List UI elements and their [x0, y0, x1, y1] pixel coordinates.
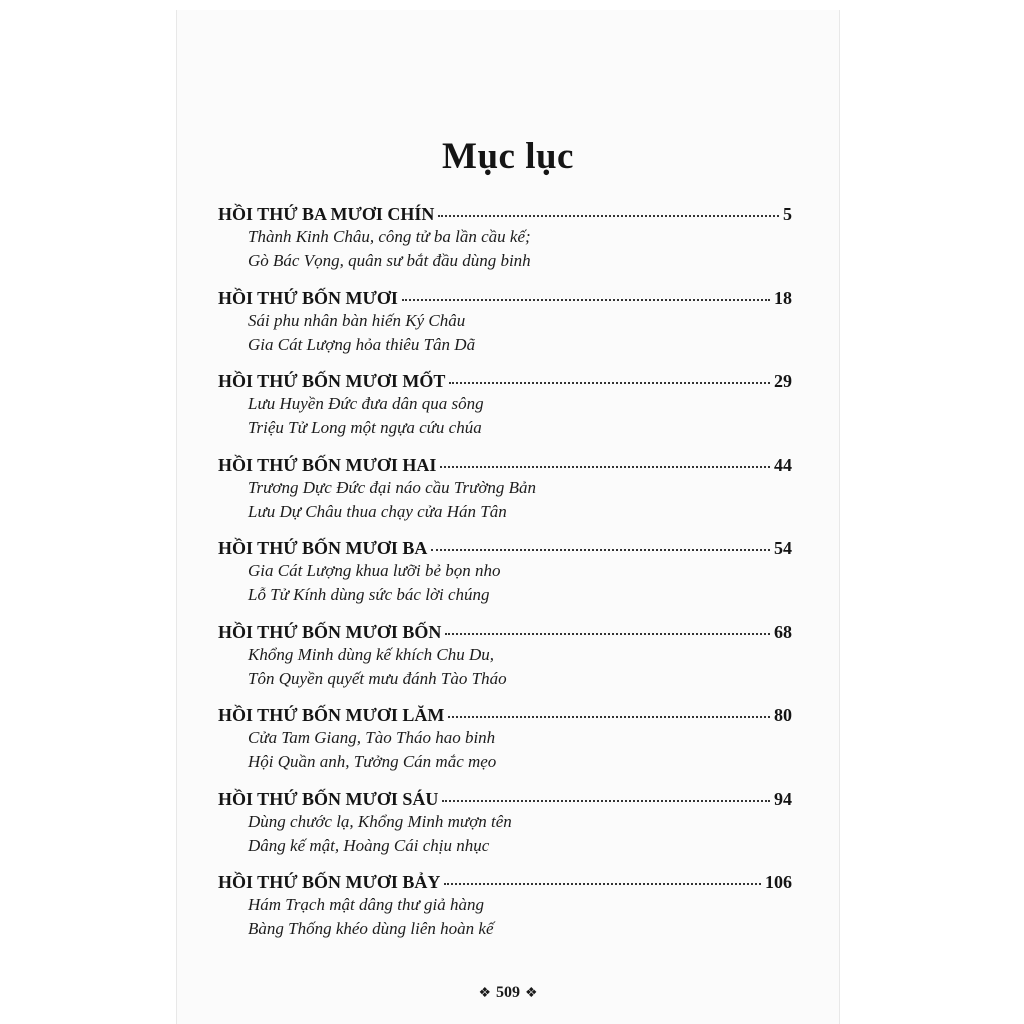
dot-leader	[440, 466, 770, 468]
toc-entry	[218, 287, 792, 371]
ornament-icon: ❖	[478, 986, 491, 1001]
chapter-subtitle: Gò Bác Vọng, quân sư bắt đầu dùng binh	[248, 251, 531, 270]
chapter-subtitle: Lưu Dự Châu thua chạy cửa Hán Tân	[248, 501, 507, 521]
chapter-label: HỒI THỨ BỐN MƯƠI SÁU	[218, 788, 439, 809]
page-footer	[176, 984, 840, 1002]
chapter-label: HỒI THỨ BỐN MƯƠI LĂM	[218, 705, 445, 725]
chapter-subtitle: Hội Quần anh, Tưởng Cán mắc mẹo	[248, 752, 497, 771]
dot-leader	[449, 382, 770, 384]
dot-leader	[448, 716, 770, 718]
ornament-icon: ❖	[525, 986, 538, 1001]
table-of-contents	[218, 203, 792, 955]
chapter-page-number: 68	[774, 621, 792, 642]
toc-entry	[218, 537, 792, 621]
toc-entry	[218, 370, 792, 454]
dot-leader	[402, 299, 770, 301]
chapter-page-number: 106	[765, 872, 792, 892]
chapter-subtitle: Hám Trạch mật dâng thư giả hàng	[248, 895, 484, 914]
chapter-subtitle: Cửa Tam Giang, Tào Tháo hao binh	[248, 728, 496, 747]
dot-leader	[431, 549, 770, 551]
chapter-subtitle: Tôn Quyền quyết mưu đánh Tào Tháo	[248, 668, 507, 688]
chapter-subtitle: Lỗ Tử Kính dùng sức bác lời chúng	[248, 585, 490, 604]
chapter-page-number: 80	[774, 705, 792, 725]
dot-leader	[445, 633, 770, 635]
toc-entry	[218, 871, 792, 955]
chapter-subtitle: Thành Kinh Châu, công tử ba lần cầu kế;	[248, 227, 531, 246]
chapter-label: HỒI THỨ BỐN MƯƠI MỐT	[218, 371, 446, 391]
chapter-page-number: 94	[774, 788, 792, 809]
chapter-subtitle: Sái phu nhân bàn hiến Ký Châu	[248, 310, 466, 330]
chapter-subtitle: Khổng Minh dùng kế khích Chu Du,	[248, 644, 494, 664]
chapter-page-number: 18	[774, 287, 792, 308]
chapter-subtitle: Dùng chước lạ, Khổng Minh mượn tên	[248, 811, 512, 831]
chapter-subtitle: Lưu Huyền Đức đưa dân qua sông	[248, 394, 484, 413]
toc-entry	[218, 788, 792, 872]
chapter-subtitle: Dâng kế mật, Hoàng Cái chịu nhục	[248, 835, 490, 855]
chapter-label: HỒI THỨ BỐN MƯƠI BẢY	[218, 872, 441, 892]
chapter-subtitle: Bàng Thống khéo dùng liên hoàn kế	[248, 919, 494, 938]
page-title: Mục lục	[442, 135, 574, 177]
chapter-subtitle: Gia Cát Lượng hỏa thiêu Tân Dã	[248, 334, 476, 354]
toc-entry	[218, 621, 792, 705]
toc-entry	[218, 203, 792, 287]
page-number: 509	[496, 984, 520, 1001]
chapter-label: HỒI THỨ BỐN MƯƠI HAI	[218, 454, 437, 475]
chapter-page-number: 54	[774, 538, 792, 558]
chapter-page-number: 29	[774, 371, 792, 391]
chapter-label: HỒI THỨ BỐN MƯƠI BỐN	[218, 621, 442, 642]
chapter-subtitle: Triệu Tử Long một ngựa cứu chúa	[248, 418, 482, 437]
chapter-subtitle: Gia Cát Lượng khua lưỡi bẻ bọn nho	[248, 561, 501, 580]
chapter-label: HỒI THỨ BỐN MƯƠI	[218, 287, 398, 308]
dot-leader	[444, 883, 761, 885]
dot-leader	[442, 800, 770, 802]
toc-entry	[218, 704, 792, 788]
chapter-page-number: 5	[783, 204, 792, 224]
chapter-subtitle: Trương Dực Đức đại náo cầu Trường Bản	[248, 477, 537, 497]
chapter-label: HỒI THỨ BỐN MƯƠI BA	[218, 538, 428, 558]
chapter-page-number: 44	[774, 454, 792, 475]
dot-leader	[438, 215, 779, 217]
toc-entry	[218, 454, 792, 538]
chapter-label: HỒI THỨ BA MƯƠI CHÍN	[218, 204, 435, 224]
